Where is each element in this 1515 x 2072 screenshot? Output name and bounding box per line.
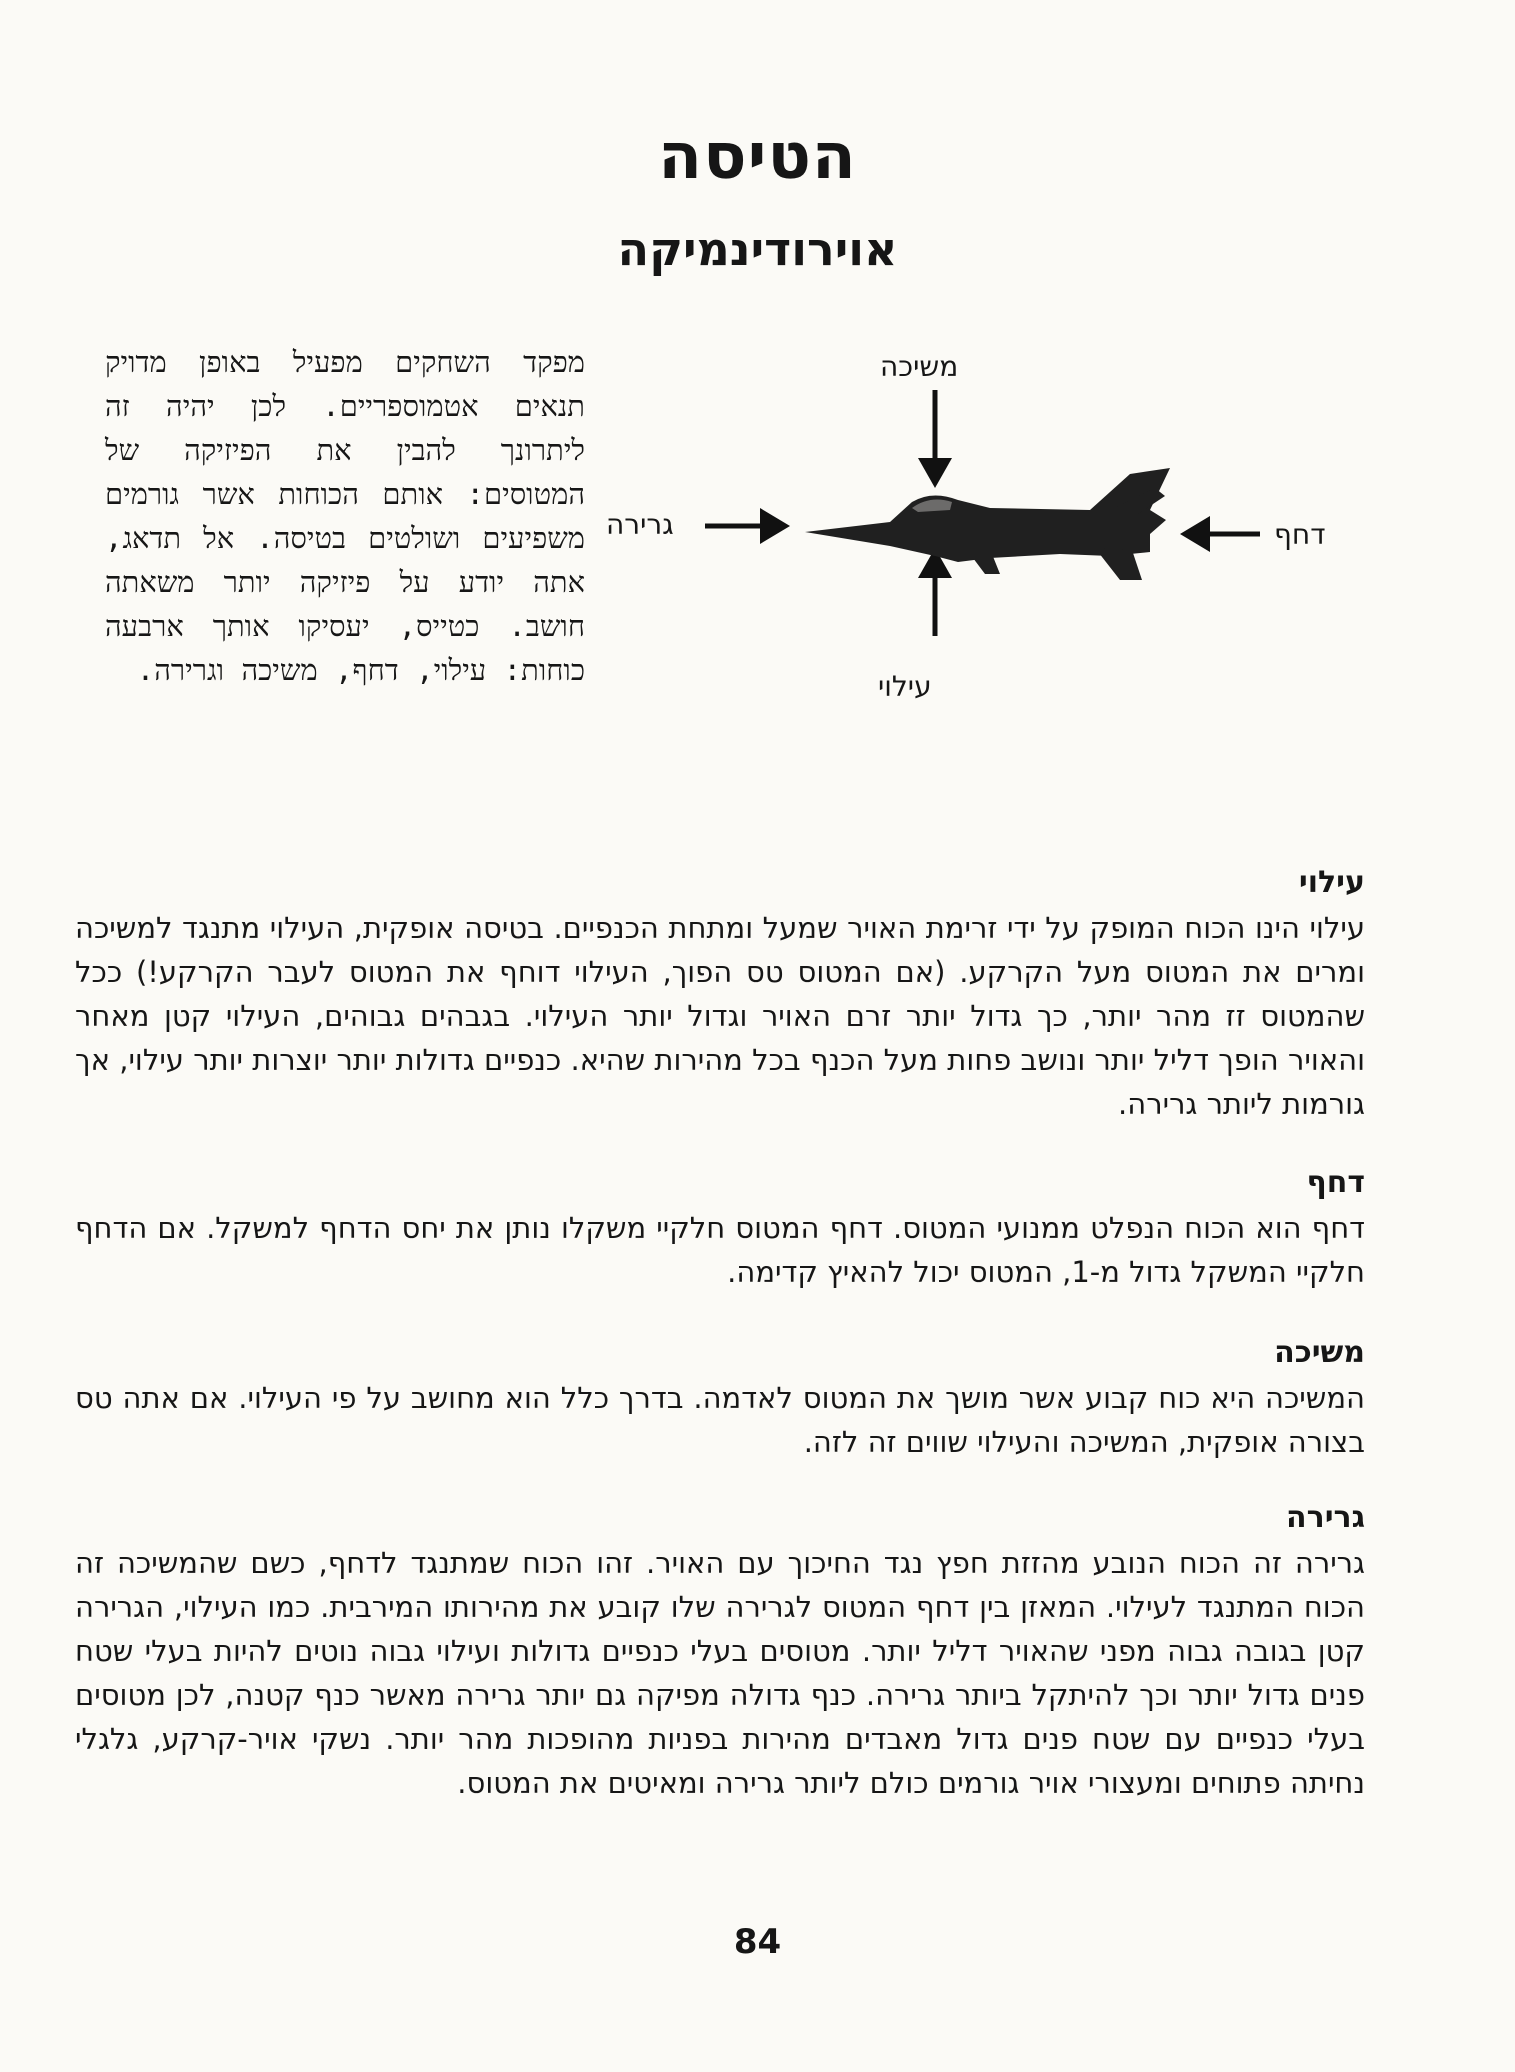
- page-number: 84: [733, 1922, 782, 1962]
- page-subtitle: אוירודינמיקה: [617, 222, 898, 276]
- section-pull: [75, 1335, 1365, 1464]
- section-heading: משיכה: [1274, 1335, 1365, 1370]
- section-text: גרירה זה הכוח הנובע מהזזת חפץ נגד החיכוך עם האויר. זהו הכוח שמתנגד לדחף, כשם שהמשיכה זה הכוח המתנגד לעילוי. המאזן בין דחף המטוס לגרירה שלו קובע את מהירותו המירבית. כמו העילוי, הגרירה קטן בגובה גבוה מפני שהאויר דליל יותר. מטוסים בעלי כנפיים גדולות ועילוי גבוה נוטים להיות בעלי שטח פנים גדול יותר וכך להיתקל ביותר גרירה. כנף גדולה מפיקה גם יותר גרירה מאשר כנף קטנה, לכן מטוסים בעלי כנפיים עם שטח פנים גדול מאבדים מהירות בפניות מהופכות מהר יותר. נשקי אויר-קרקע, גלגלי נחיתה פתוחים ומעצורי אויר גורמים כולם ליותר גרירה ומאיטים את המטוס.: [75, 1546, 1365, 1800]
- forces-diagram: [590, 350, 1360, 730]
- section-text: המשיכה היא כוח קבוע אשר מושך את המטוס לאדמה. בדרך כלל הוא מחושב על פי העילוי. אם אתה טס בצורה אופקית, המשיכה והעילוי שווים זה לזה.: [75, 1381, 1365, 1459]
- drag-label: גרירה: [606, 508, 674, 541]
- section-heading: עילוי: [1298, 865, 1365, 900]
- section-text: עילוי הינו הכוח המופק על ידי זרימת האויר שמעל ומתחת הכנפיים. בטיסה אופקית, העילוי מתנגד למשיכה ומרים את המטוס מעל הקרקע. (אם המטוס טס הפוך, העילוי דוחף את המטוס לעבר הקרקע!) ככל שהמטוס זז מהר יותר, כך גדול יותר זרם האויר וגדול יותר העילוי. בגבהים גבוהים, העילוי קטן מאחר והאויר הופך דליל יותר ונושב פחות מעל הכנף בכל מהירות שהיא. כנפיים גדולות יותר יוצרות יותר עילוי, אך גורמות ליותר גרירה.: [75, 911, 1365, 1121]
- section-lift: [75, 865, 1365, 1126]
- section-heading: דחף: [1306, 1165, 1365, 1200]
- lift-label: עילוי: [878, 670, 932, 703]
- pull-label: משיכה: [880, 350, 959, 383]
- section-drag: [75, 1500, 1365, 1805]
- thrust-label: דחף: [1274, 518, 1326, 551]
- section-thrust: [75, 1165, 1365, 1294]
- page-title: הטיסה: [658, 120, 857, 194]
- section-text: דחף הוא הכוח הנפלט ממנועי המטוס. דחף המטוס חלקיי משקלו נותן את יחס הדחף למשקל. אם הדחף חלקיי המשקל גדול מ-1, המטוס יכול להאיץ קדימה.: [75, 1211, 1365, 1289]
- intro-paragraph: מפקד השחקים מפעיל באופן מדויק תנאים אטמוספריים. לכן יהיה זה ליתרונך להבין את הפיזיקה של המטוסים: אותם הכוחות אשר גורמים משפיעים ושולטים בטיסה. אל תדאג, אתה יודע על פיזיקה יותר משאתה חושב. כטייס, יעסיקו אותך ארבעה כוחות: עילוי, דחף, משיכה וגרירה.: [105, 345, 585, 687]
- section-heading: גרירה: [1286, 1500, 1365, 1535]
- fighter-jet-icon: [590, 350, 1360, 730]
